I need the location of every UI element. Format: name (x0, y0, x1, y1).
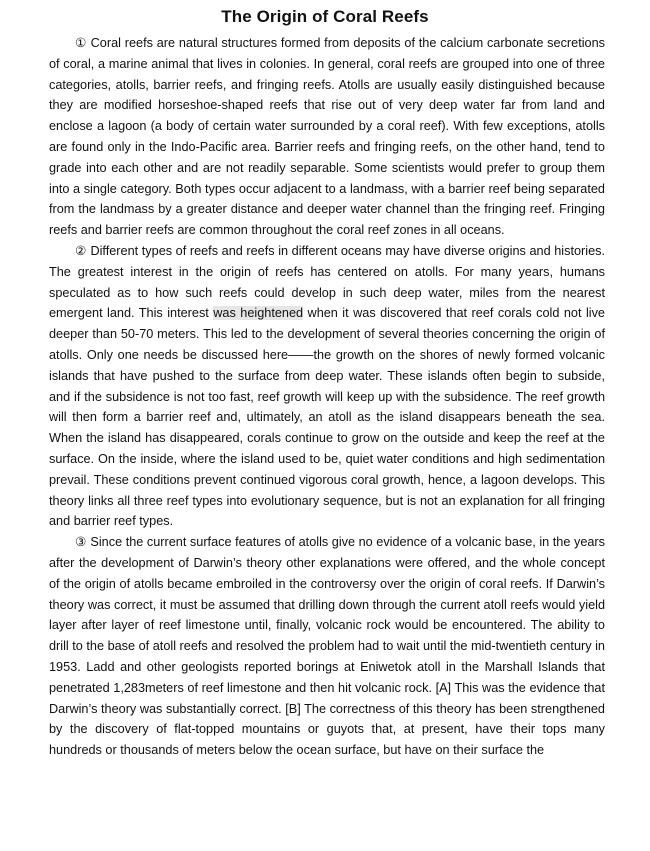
paragraph-2 (49, 241, 605, 532)
paragraph-number: ① (75, 36, 87, 50)
paragraph-1 (49, 33, 605, 241)
paragraph-number: ② (75, 243, 87, 258)
paragraph-text: Since the current surface features of atolls give no evidence of a volcanic base, in the years after the development of Darwin’s theory other explanations were offered, and the whole concept of the origin of atolls became embroiled in the controversy over the origin of coral reefs. If Darwin’s theory was correct, it must be assumed that drilling down through the current atoll reefs would yield layer after layer of reef limestone until, finally, volcanic rock would be encountered. The ability to drill to the base of atoll reefs and resolved the problem had to wait until the mid-twentieth century in 1953. Ladd and other geologists reported borings at Eniwetok atoll in the Marshall Islands that penetrated 1,283meters of reef limestone and then hit volcanic rock. [A] This was the evidence that Darwin’s theory was substantially correct. [B] The correctness of this theory has been strengthened by the discovery of flat-topped mountains or guyots that, at present, have their tops many hundreds or thousands of meters below the ocean surface, but have on their surface the (49, 535, 605, 758)
paragraph-text: when it was discovered that reef corals cold not live deeper than 50-70 meters. This led to the development of several theories concerning the origin of atolls. Only one needs be discussed here——the growth on the shores of newly formed volcanic islands that have pushed to the surface from deep water. These islands often begin to subside, and if the subsidence is not too fast, reef growth will keep up with the subsidence. The reef growth will then form a barrier reef and, ultimately, an atoll as the island disappears beneath the sea. When the island has disappeared, corals continue to grow on the outside and keep the reef at the surface. On the inside, where the island used to be, quiet water conditions and high sedimentation prevail. These conditions prevent continued vigorous coral growth, hence, a lagoon develops. This theory links all three reef types into evolutionary sequence, but is not an explanation for all fringing and barrier reef types. (49, 306, 605, 529)
paragraph-3 (49, 532, 605, 761)
highlighted-phrase: was heightened (213, 306, 304, 321)
paragraph-number: ③ (75, 535, 87, 550)
paragraph-text: Coral reefs are natural structures formed from deposits of the calcium carbonate secretions of coral, a marine animal that lives in colonies. In general, coral reefs are grouped into one of three categories, atolls, barrier reefs, and fringing reefs. Atolls are usually easily distinguished because they are modified horseshoe-shaped reefs that rise out of very deep water far from land and enclose a lagoon (a body of certain water surrounded by a coral reef). With few exceptions, atolls are found only in the Indo-Pacific area. Barrier reefs and fringing reefs, on the other hand, tend to grade into each other and are not readily separable. Some scientists would prefer to group them into a single category. Both types occur adjacent to a landmass, with a barrier reef being separated from the landmass by a greater distance and deeper water channel than the fringing reef. Fringing reefs and barrier reefs are common throughout the coral reef zones in all oceans. (49, 36, 605, 238)
paragraph-text: Different types of reefs and reefs in different oceans may have diverse origins and histories. The greatest interest in the origin of reefs has centered on atolls. For many years, humans speculated as to how such reefs could develop in such deep water, miles from the nearest emergent land. This interest (49, 243, 606, 321)
document-title: The Origin of Coral Reefs (221, 7, 429, 26)
document-body (49, 33, 605, 761)
